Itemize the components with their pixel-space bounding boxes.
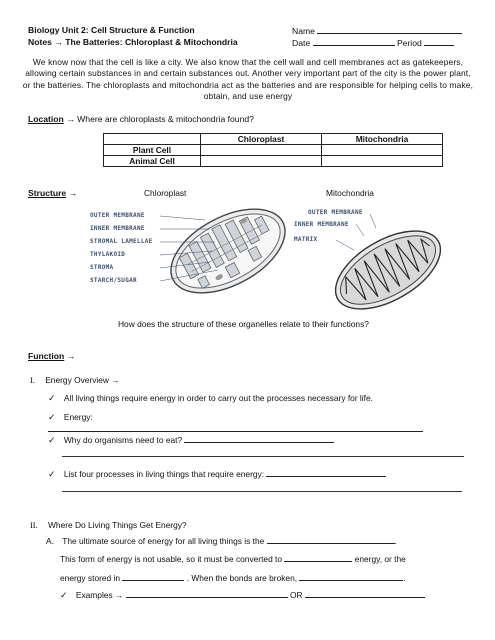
- location-table: [103, 133, 443, 167]
- energy-blank[interactable]: [48, 423, 423, 432]
- location-section: [28, 114, 254, 124]
- processes-line-2[interactable]: [62, 482, 462, 492]
- bullet-1: [48, 393, 373, 404]
- structure-heading: Structure: [28, 188, 67, 198]
- cell-plant-mitochondria[interactable]: [322, 145, 443, 156]
- mitochondria-title: Mitochondria: [326, 188, 374, 198]
- date-blank[interactable]: [313, 37, 395, 46]
- processes-blank[interactable]: [266, 468, 386, 477]
- bullet-2: [48, 412, 468, 434]
- section1-title: Energy Overview →: [45, 375, 120, 385]
- examples-line: [60, 589, 475, 601]
- mito-label-inner-membrane: INNER MEMBRANE: [294, 221, 349, 228]
- check-icon: ✓: [60, 590, 68, 600]
- cell-animal-chloroplast[interactable]: [201, 156, 322, 167]
- label-thylakoid: THYLAKOID: [90, 251, 126, 258]
- item-a-line-2: [60, 553, 475, 564]
- label-outer-membrane: OUTER MEMBRANE: [90, 212, 145, 219]
- row-header-animal-cell: Animal Cell: [104, 156, 201, 167]
- item-a-line-1: A. The ultimate source of energy for all living things is the .: [46, 536, 397, 546]
- header-title: Biology Unit 2: Cell Structure & Function: [28, 25, 195, 35]
- structure-section: [28, 188, 77, 198]
- check-icon: ✓: [48, 435, 56, 445]
- label-starch-sugar: STARCH/SUGAR: [90, 277, 137, 284]
- why-eat-line-2[interactable]: [62, 447, 464, 457]
- function-section: [28, 351, 75, 361]
- date-label: Date: [292, 38, 311, 48]
- bullet-4-text: List four processes in living things that require energy:: [63, 469, 265, 479]
- check-icon: ✓: [48, 393, 56, 403]
- item-a-label: A.: [46, 536, 54, 546]
- or-label: OR: [290, 590, 303, 600]
- location-heading: Location: [28, 114, 64, 124]
- table-corner-cell: [104, 134, 201, 145]
- header-subtitle: Notes → The Batteries: Chloroplast & Mitochondria: [28, 37, 238, 47]
- ultimate-source-blank[interactable]: [267, 535, 395, 544]
- bullet-3-text: Why do organisms need to eat?: [63, 435, 183, 445]
- check-icon: ✓: [48, 469, 56, 479]
- name-label: Name: [292, 26, 315, 36]
- intro-paragraph: We know now that the cell is like a city. We also know that the cell wall and cell membranes act as gatekeepers, allowing certain substances in and certain substances out. Another very important part of the city is the power plant, or the batteries. The chloroplasts and mitochondria act as the batteries and are responsible for helping cells to make, obtain, and use energy: [22, 57, 474, 102]
- item-a-text-3b: . When the bonds are broken,: [186, 573, 298, 583]
- example-2-blank[interactable]: [305, 589, 425, 598]
- converted-energy-blank[interactable]: [284, 553, 352, 562]
- cell-animal-mitochondria[interactable]: [322, 156, 443, 167]
- label-inner-membrane: INNER MEMBRANE: [90, 225, 145, 232]
- mito-label-outer-membrane: OUTER MEMBRANE: [308, 209, 363, 216]
- mito-label-matrix: MATRIX: [294, 236, 318, 243]
- section2-heading: [30, 520, 187, 530]
- item-a-text-1: The ultimate source of energy for all living things is the: [62, 536, 265, 546]
- stored-in-blank[interactable]: [122, 572, 184, 581]
- check-icon: ✓: [48, 412, 56, 422]
- mitochondria-diagram: [320, 210, 450, 316]
- bullet-3: [48, 434, 468, 446]
- function-heading: Function: [28, 351, 65, 361]
- item-a-text-2b: energy, or the: [354, 554, 406, 564]
- section1-heading: [30, 375, 120, 385]
- col-header-mitochondria: Mitochondria: [322, 134, 443, 145]
- label-stromal-lamellae: STROMAL LAMELLAE: [90, 238, 153, 245]
- bullet-4: [48, 468, 468, 480]
- chloroplast-diagram: [160, 196, 295, 306]
- section2-numeral: II.: [30, 521, 38, 530]
- period-label: Period: [396, 38, 422, 48]
- why-eat-blank[interactable]: [184, 434, 334, 443]
- item-a-text-2a: This form of energy is not usable, so it must be converted to: [60, 554, 283, 564]
- section1-numeral: I.: [30, 376, 35, 385]
- row-header-plant-cell: Plant Cell: [104, 145, 201, 156]
- example-1-blank[interactable]: [126, 589, 288, 598]
- label-stroma: STROMA: [90, 264, 114, 271]
- chloroplast-title: Chloroplast: [144, 188, 187, 198]
- name-blank[interactable]: [317, 25, 462, 34]
- structure-question: How does the structure of these organelles relate to their functions?: [118, 319, 369, 329]
- function-arrow: →: [66, 351, 76, 361]
- examples-label: Examples →: [75, 590, 124, 600]
- cell-plant-chloroplast[interactable]: [201, 145, 322, 156]
- location-question: → Where are chloroplasts & mitochondria found?: [66, 114, 254, 124]
- bullet-1-text: All living things require energy in order to carry out the processes necessary for life.: [63, 393, 373, 403]
- bullet-2-text: Energy:: [63, 412, 93, 422]
- item-a-line-3: energy stored in . When the bonds are broken, .: [60, 573, 406, 583]
- period-blank[interactable]: [424, 37, 454, 46]
- section2-title: Where Do Living Things Get Energy?: [48, 520, 187, 530]
- col-header-chloroplast: Chloroplast: [201, 134, 322, 145]
- item-a-text-3a: energy stored in: [60, 573, 121, 583]
- structure-arrow: →: [68, 188, 78, 198]
- date-period-field[interactable]: [292, 37, 454, 48]
- name-field[interactable]: [292, 25, 462, 36]
- bonds-broken-blank[interactable]: [299, 572, 403, 581]
